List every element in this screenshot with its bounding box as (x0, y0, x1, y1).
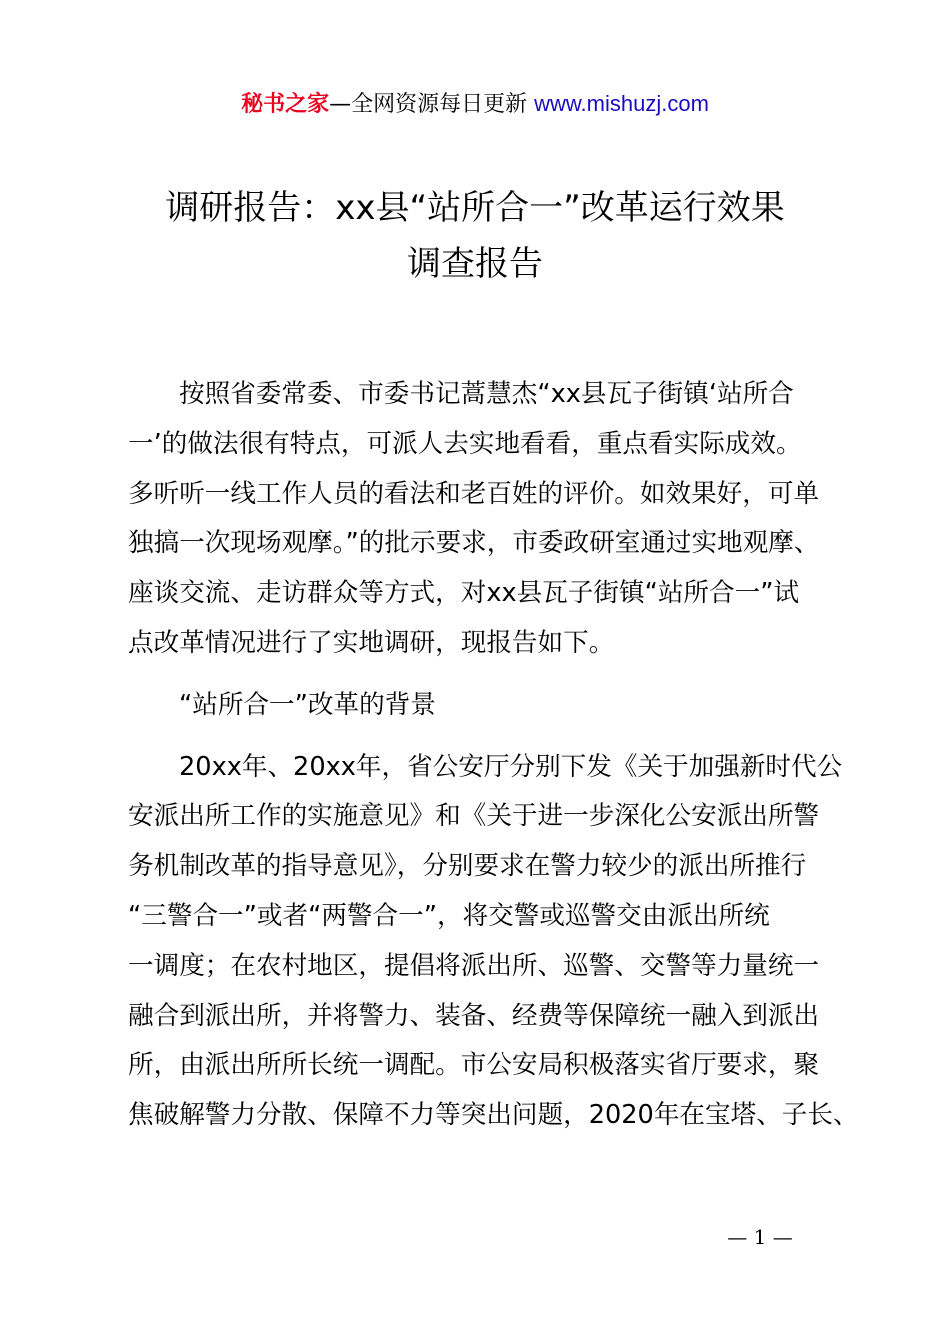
document-title (60, 180, 890, 292)
page-number: — 1 — (727, 1225, 793, 1249)
text-line: 独搞一次现场观摩。”的批示要求，市委政研室通过实地观摩、 (128, 528, 820, 559)
text-line: 焦破解警力分散、保障不力等突出问题，2020年在宝塔、子长、 (128, 1100, 859, 1131)
text-line: “三警合一”或者“两警合一”，将交警或巡警交由派出所统 (128, 900, 770, 931)
document-body (128, 370, 859, 1141)
text-line: 一调度；在农村地区，提倡将派出所、巡警、交警等力量统一 (128, 950, 820, 981)
paragraph-intro (128, 370, 836, 669)
site-url-link[interactable]: www.mishuzj.com (534, 91, 709, 116)
text-line: 务机制改革的指导意见》，分别要求在警力较少的派出所推行 (128, 851, 807, 882)
text-line: 20xx年、20xx年，省公安厅分别下发《关于加强新时代公 (179, 751, 843, 782)
text-line: “站所合一”改革的背景 (179, 689, 436, 720)
text-line: 融合到派出所，并将警力、装备、经费等保障统一融入到派出 (128, 1000, 820, 1031)
paragraph-background (128, 743, 859, 1141)
site-header (0, 88, 950, 121)
site-tagline: —全网资源每日更新 (329, 92, 528, 117)
title-line: 调查报告 (407, 244, 543, 284)
section-heading (128, 681, 836, 731)
text-line: 座谈交流、走访群众等方式，对xx县瓦子街镇“站所合一”试 (128, 578, 800, 609)
text-line: 多听听一线工作人员的看法和老百姓的评价。如效果好，可单 (128, 478, 820, 509)
text-line: 点改革情况进行了实地调研，现报告如下。 (128, 627, 615, 658)
text-line: 安派出所工作的实施意见》和《关于进一步深化公安派出所警 (128, 801, 820, 832)
text-line: 一’的做法很有特点，可派人去实地看看，重点看实际成效。 (128, 428, 802, 459)
text-line: 按照省委常委、市委书记蒿慧杰“xx县瓦子街镇‘站所合 (179, 379, 794, 409)
title-line: 调研报告：xx县“站所合一”改革运行效果 (165, 188, 785, 228)
text-line: 所，由派出所所长统一调配。市公安局积极落实省厅要求，聚 (128, 1050, 820, 1081)
site-brand: 秘书之家 (241, 92, 330, 117)
